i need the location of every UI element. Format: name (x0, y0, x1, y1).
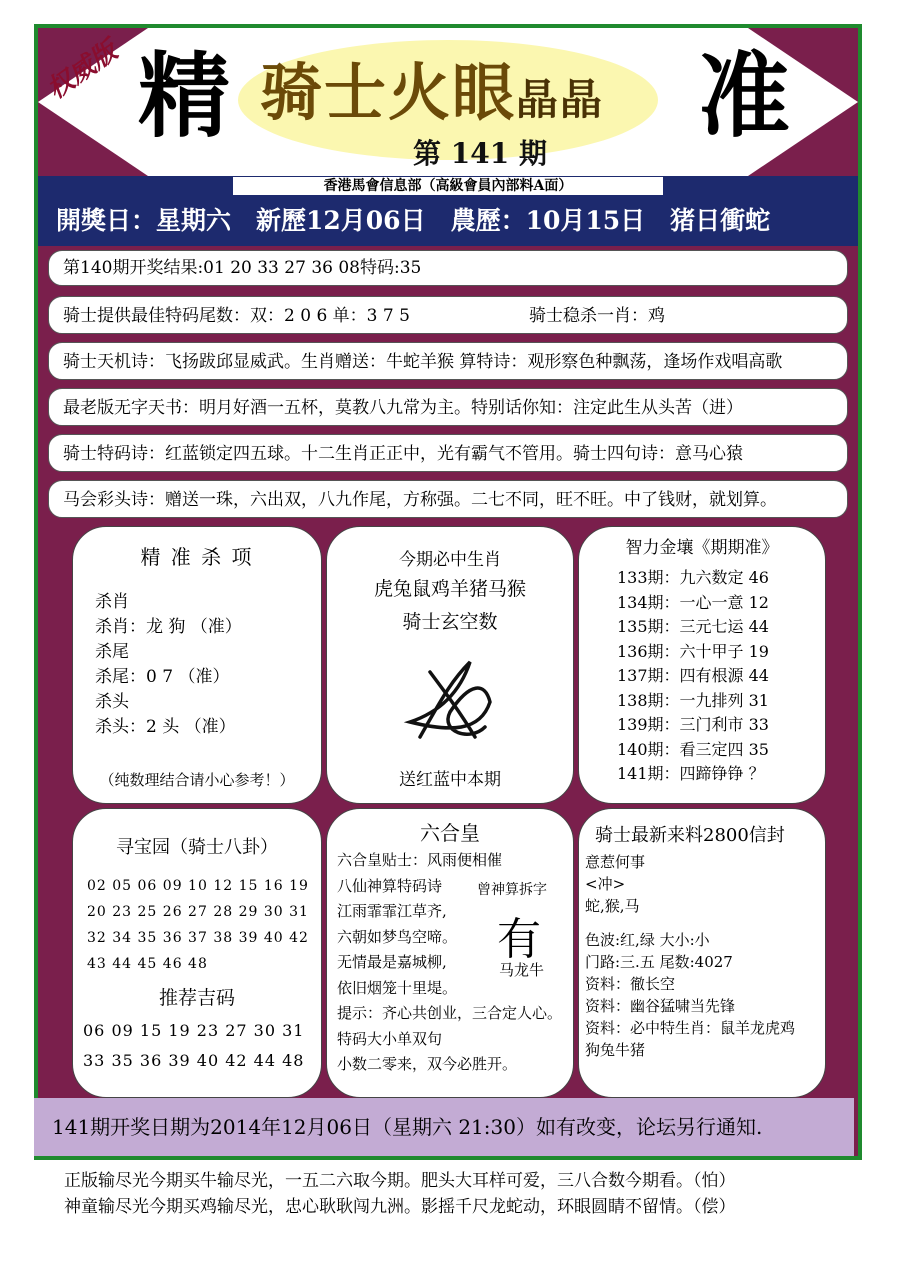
liuhe-title: 六合皇 (420, 821, 480, 845)
latest-title: 骑士最新来料2800信封 (595, 825, 785, 846)
treasure-panel (72, 808, 322, 1098)
right-big-char: 准 (698, 42, 791, 150)
number-row: 20 23 25 26 27 28 29 30 31 (87, 904, 309, 920)
history-item: 137期：四有根源 44 (617, 666, 769, 685)
zodiac-list: 虎兔鼠鸡羊猪马猴 (373, 578, 526, 600)
lucky-number-row: 06 09 15 19 23 27 30 31 (83, 1021, 305, 1040)
history-item: 139期：三门利市 33 (617, 715, 769, 734)
authority-badge: 权威版 (41, 35, 123, 106)
latest-line: 狗兔牛猪 (585, 1041, 646, 1059)
book-row: 最老版无字天书：明月好酒一五杯，莫教八九常为主。特别话你知：注定此生从头苦（进） (48, 388, 848, 426)
history-item: 135期：三元七运 44 (617, 617, 769, 636)
liuhe-line: 六合皇贴士：风雨便相催 (337, 851, 503, 869)
result-row: 第140期开奖结果:01 20 33 27 36 08特码:35 (48, 250, 848, 286)
zodiac-bottom: 送红蓝中本期 (399, 770, 501, 790)
history-title: 智力金壤《期期准》 (625, 538, 779, 558)
split-char: 有 (497, 914, 541, 965)
latest-panel (578, 808, 826, 1098)
kill-line: 杀头 (95, 692, 129, 712)
latest-line: 资料：幽谷猛啸当先锋 (585, 997, 736, 1015)
kill-line: 杀肖：龙 狗 （准） (95, 617, 242, 637)
kill-panel-title: 精 准 杀 项 (140, 545, 254, 569)
latest-line: <冲> (585, 875, 626, 893)
history-item: 138期：一九排列 31 (617, 690, 769, 710)
zodiac-panel (326, 526, 574, 804)
number-row: 43 44 45 46 48 (87, 956, 208, 972)
lucky-poem-row: 马会彩头诗：赠送一珠，六出双，八九作尾，方称强。二七不同，旺不旺。中了钱财，就划算。 (48, 480, 848, 518)
left-triangle-lower (38, 102, 148, 176)
liuhe-line: 依旧烟笼十里堤。 (337, 978, 458, 997)
history-item: 133期：九六数定 46 (617, 568, 769, 587)
history-item: 141期：四蹄铮铮 ？ (617, 764, 765, 783)
treasure-title: 寻宝园（骑士八卦） (116, 837, 278, 858)
number-row: 32 34 35 36 37 38 39 40 42 (87, 930, 309, 946)
history-panel (578, 526, 826, 804)
kill-line: 杀尾 (95, 642, 129, 662)
tail-row (48, 296, 848, 334)
draw-notice-bar: 141期开奖日期为2014年12月06日（星期六 21:30）如有改变，论坛另行通知. (34, 1098, 854, 1156)
lucky-numbers-title: 推荐吉码 (158, 987, 235, 1009)
main-title-small: 晶晶 (516, 75, 605, 124)
latest-line: 色波:红,绿 大小:小 (585, 931, 710, 949)
history-item: 136期：六十甲子 19 (617, 641, 769, 661)
footer-line-2: 神童输尽光今期买鸡输尽光，忠心耿耿闯九洲。影摇千尺龙蛇动，环眼圆睛不留情。（偿） (64, 1197, 736, 1217)
lucky-number-row: 33 35 36 39 40 42 44 48 (83, 1051, 305, 1070)
poem-row: 骑士天机诗：飞扬跋邱显威武。生肖赠送：牛蛇羊猴 算特诗：观形察色种飘荡，逢场作戏唱高歌 (48, 342, 848, 380)
kill-note: （纯数理结合请小心参考！） (99, 771, 295, 789)
poster-frame (34, 24, 862, 1160)
liuhe-panel (326, 808, 574, 1098)
history-item: 140期：看三定四 35 (617, 739, 769, 759)
zodiac-line: 今期必中生肖 (399, 550, 501, 570)
liuhe-line: 六朝如梦鸟空啼。 (337, 927, 458, 946)
tail-text: 骑士提供最佳特码尾数：双：2 0 6 单：3 7 5 (63, 306, 410, 326)
history-item: 134期：一心一意 12 (617, 592, 769, 612)
mystic-number-label: 骑士玄空数 (402, 611, 498, 633)
draw-date-bar: 開獎日：星期六 新歷12月06日 農歷：10月15日 猪日衝蛇 (38, 196, 858, 246)
kill-panel (72, 526, 322, 804)
liuhe-line: 小数二零来，双今必胜开。 (337, 1055, 518, 1073)
split-char-label: 曾神算拆字 (477, 882, 547, 898)
kill-line: 杀肖 (95, 592, 129, 612)
header (38, 28, 858, 176)
latest-line: 资料：徹长空 (585, 975, 676, 993)
special-poem-row: 骑士特码诗：红蓝锁定四五球。十二生肖正正中，光有霸气不管用。骑士四句诗：意马心猿 (48, 434, 848, 472)
main-title-text: 骑士火眼 (260, 56, 517, 129)
latest-line: 蛇,猴,马 (585, 897, 640, 915)
number-row: 02 05 06 09 10 12 15 16 19 (87, 878, 309, 894)
liuhe-line: 无情最是嘉城柳, (337, 953, 447, 971)
main-title (260, 56, 605, 129)
kill-zodiac-text: 骑士稳杀一肖：鸡 (529, 306, 665, 326)
subtitle: 香港馬會信息部（高級會員內部料A面） (232, 176, 664, 196)
left-big-char: 精 (138, 42, 231, 150)
latest-line: 意惹何事 (585, 853, 646, 871)
latest-spacer (585, 917, 825, 929)
liuhe-line: 八仙神算特码诗 (337, 876, 443, 895)
liuhe-line: 提示：齐心共创业，三合定人心。 (337, 1004, 563, 1022)
liuhe-line: 江雨霏霏江草齐, (337, 902, 447, 920)
scribble-figure (390, 642, 510, 752)
kill-line: 杀头：2 头 （准） (95, 717, 236, 737)
footer-line-1: 正版输尽光今期买牛输尽光，一五二六取今期。肥头大耳样可爱，三八合数今期看。（怕） (64, 1171, 736, 1191)
issue-number: 第 141 期 (413, 137, 547, 170)
latest-line: 资料：必中特生肖：鼠羊龙虎鸡 (585, 1019, 796, 1037)
kill-line: 杀尾：0 7 （准） (95, 667, 230, 687)
split-char-result: 马龙牛 (499, 961, 545, 979)
liuhe-line: 特码大小单双句 (337, 1029, 443, 1048)
latest-line: 门路:三.五 尾数:4027 (585, 953, 733, 971)
